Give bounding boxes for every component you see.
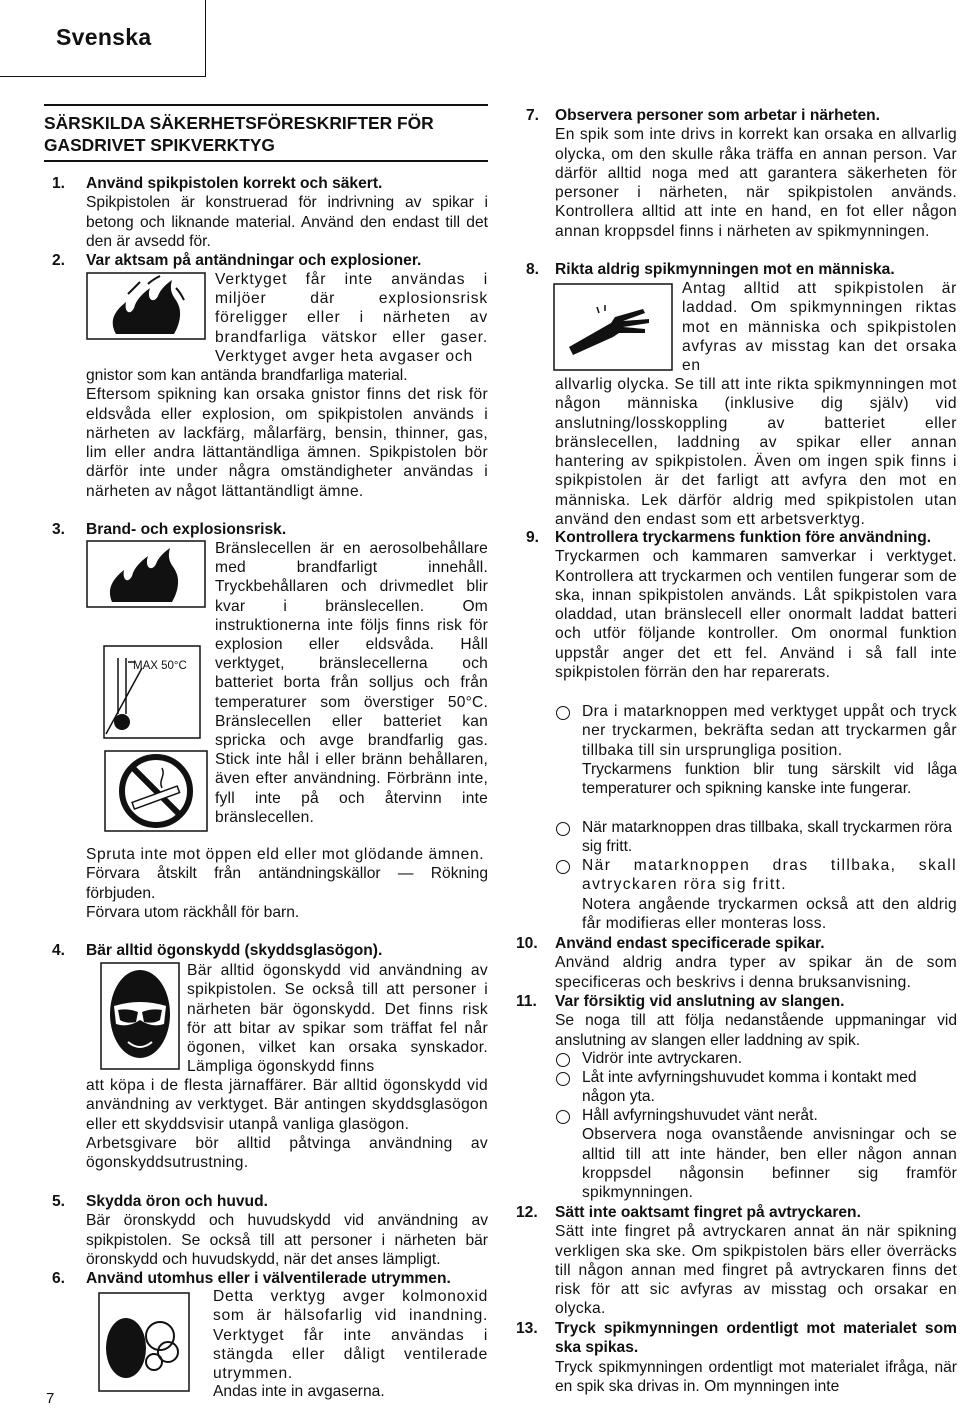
item-8-wrap-text: Antag alltid att spikpistolen är laddad. Om spikmynningen riktas mot en människa och spikpistolen avfyras av misstag kan det orsaka en: [682, 280, 957, 375]
item-12-number: 12.: [516, 1204, 538, 1221]
item-6-heading-wrap: [86, 1269, 488, 1288]
item-1-body: Spikpistolen är konstruerad för indrivning av spikar i betong och liknande material. Använd den endast till det den är avsedd för.: [86, 194, 488, 250]
item-5: [86, 1192, 488, 1269]
item-3-number: 3.: [52, 521, 66, 538]
item-9-bullet-3-note: Notera angående tryckarmen också att den aldrig får modifieras eller monteras loss.: [582, 895, 957, 932]
item-8-number: 8.: [526, 261, 540, 278]
language-label: Svenska: [56, 24, 152, 50]
flame-warning-icon: [86, 272, 206, 340]
item-11-bullet-1: Vidrör inte avtryckaren.: [582, 1050, 743, 1067]
item-4-wrap-text: Bär alltid ögonskydd vid användning av spikpistolen. Se också till att personer i närheten bär ögonskydd. Det finns risk för att bitar av spikar som träffat fel når ögonen, vilket kan orsaka synskador. Lämpliga ögonskydd finns: [187, 962, 488, 1076]
bullet-circle-icon: [556, 706, 570, 720]
item-4-body: [86, 1076, 488, 1172]
gas-inhalation-icon: [98, 1292, 190, 1392]
item-7-number: 7.: [526, 107, 540, 124]
item-9-bullet-1-note: Tryckarmens funktion blir tung särskilt vid låga temperaturer och spikning kanske inte fungerar.: [582, 760, 957, 798]
fire-icon: [86, 540, 206, 608]
item-4-cont: att köpa i de flesta järnaffärer. Bär alltid ögonskydd vid användning av verktyget. Bär antingen skyddsglasögon eller ett skyddsvisir utanpå vanliga glasögon.: [86, 1077, 488, 1133]
no-smoking-icon: [104, 750, 208, 832]
bullet-circle-icon: [556, 860, 570, 874]
item-12-body: Sätt inte fingret på avtryckaren annat än när spikning verkligen ska ske. Om spikpistolen bärs eller överräcks till någon annan med fingret på avtryckaren finns det risk för att sic avfyras av misstag och orsakar en olycka.: [555, 1223, 957, 1318]
item-10-number: 10.: [516, 935, 538, 952]
item-11-bullet-3-note: Observera noga ovanstående anvisningar och se alltid till att inte händer, ben eller någon annan kroppsdel någonsin befinner sig framför spikmynningen.: [582, 1126, 957, 1202]
item-9-bullet-1: [582, 702, 957, 798]
item-11-bullet-3: [582, 1106, 957, 1202]
item-7-heading: Observera personer som arbetar i närheten.: [555, 107, 881, 124]
item-2-number: 2.: [52, 252, 66, 269]
item-4-heading: Bär alltid ögonskydd (skyddsglasögon).: [86, 942, 383, 959]
item-3-wrap-text: Bränslecellen är en aerosolbehållare med brandfarligt innehåll. Tryckbehållaren och drivmedlet blir kvar i bränslecellen. Om instruktionerna inte följs finns risk för explosion eller eldsvåda. Håll verktyget, bränslecellerna och batteriet borta från solljus och från temperaturer som överstiger 50°C. Bränslecellen eller batteriet kan spricka och avge brandfarlig gas. Stick inte hål i eller bränn behållaren, även efter användning. Förbränn inte, fyll inte på och återvinn inte bränslecellen.: [215, 540, 488, 826]
item-9-body: Tryckarmen och kammaren samverkar i verktyget. Kontrollera att tryckarmen och ventilen fungerar som de ska, innan spikpistolen används. Låt spikpistolen vara oladdad, utan bränslecell eller onormalt laddat batteri och utför följande kontroller. Om onormal funktion uppstår anger det ett fel. Använd i så fall inte spikpistolen förrän den har reparerats.: [555, 548, 957, 682]
item-11-heading: Var försiktig vid anslutning av slangen.: [555, 993, 845, 1010]
item-3-body-2: Förvara åtskilt från antändningskällor — Rökning förbjuden.: [86, 865, 488, 902]
item-2-body: [86, 366, 488, 501]
bullet-circle-icon: [556, 1053, 570, 1067]
bullet-circle-icon: [556, 1110, 570, 1124]
item-11-number: 11.: [516, 993, 537, 1010]
page-title: SÄRSKILDA SÄKERHETSFÖRESKRIFTER FÖR GASDRIVET SPIKVERKTYG: [44, 113, 434, 155]
item-9-bullet-3: [582, 856, 957, 933]
item-2-heading-wrap: [86, 251, 488, 270]
max-temperature-label: MAX 50°C: [133, 660, 187, 672]
item-3-heading: Brand- och explosionsrisk.: [86, 521, 287, 538]
item-12: [555, 1203, 957, 1319]
item-11-bullet-3-text: Håll avfyrningshuvudet vänt neråt.: [582, 1107, 818, 1124]
item-3-body-1: Spruta inte mot öppen eld eller mot glödande ämnen.: [86, 846, 485, 863]
item-10: [555, 934, 957, 992]
item-4-number: 4.: [52, 942, 66, 959]
item-2-body-text: Eftersom spikning kan orsaka gnistor finns det risk för eldsvåda eller explosion, om spikpistolen används i närheten av lackfärg, målarfärg, bensin, thinner, gas, lim eller andra lättantändliga ämnen. Spikpistolen bör därför inte under några omständigheter användas i närheten av något lättantändligt ämne.: [86, 386, 488, 500]
item-13-heading: Tryck spikmynningen ordentligt mot materialet som ska spikas.: [555, 1320, 957, 1357]
item-2-heading: Var aktsam på antändningar och explosioner.: [86, 252, 422, 269]
item-8-heading: Rikta aldrig spikmynningen mot en människa.: [555, 261, 895, 278]
bullet-circle-icon: [556, 1072, 570, 1086]
item-6-heading: Använd utomhus eller i välventilerade utrymmen.: [86, 1270, 451, 1287]
item-9-bullet-2: När matarknoppen dras tillbaka, skall tryckarmen röra sig fritt.: [582, 819, 953, 856]
item-8-body: allvarlig olycka. Se till att inte rikta spikmynningen mot någon människa (inklusive dig själv) vid anslutning/losskoppling av batteriet eller bränslecellen, laddning av spikar eller annan hantering av spikpistolen. Även om ingen spik finns i spikpistolen är det farligt att avfyra den mot en människa. Lek därför aldrig med spikpistolen utan använd den endast som ett arbetsverktyg.: [555, 376, 957, 529]
item-9-number: 9.: [526, 529, 540, 546]
language-header: [0, 0, 206, 77]
item-5-body: Bär öronskydd och huvudskydd vid användning av spikpistolen. Se också till att personer i närheten bär öronskydd och huvudskydd, när det anses lämpligt.: [86, 1212, 488, 1268]
title-top-rule: [44, 104, 488, 106]
item-2-wrap-text: Verktyget får inte användas i miljöer där explosionsrisk föreligger eller i närheten av brandfarliga vätskor eller gaser. Verktyget avger heta avgaser och: [215, 271, 488, 365]
item-10-heading: Använd endast specificerade spikar.: [555, 935, 825, 952]
item-9: [555, 528, 957, 682]
bullet-circle-icon: [556, 822, 570, 836]
item-7: [555, 106, 957, 241]
item-1-number: 1.: [52, 175, 66, 192]
item-6-wrap-text-2: Andas inte in avgaserna.: [213, 1383, 385, 1400]
item-11: [555, 992, 957, 1050]
item-2-cont: gnistor som kan antända brandfarliga material.: [86, 367, 408, 384]
item-7-body: En spik som inte drivs in korrekt kan orsaka en allvarlig olycka, om den skulle råka träffa en annan person. Var därför alltid noga med att garantera säkerheten för personer i närheten, när spikpistolen används. Kontrollera alltid att inte en hand, en fot eller någon annan kroppsdel finns i närheten av spikmynningen.: [555, 126, 957, 240]
item-8-heading-wrap: [555, 260, 957, 279]
item-12-heading: Sätt inte oaktsamt fingret på avtryckaren.: [555, 1204, 861, 1221]
item-4-body-text: Arbetsgivare bör alltid påtvinga användning av ögonskyddsutrustning.: [86, 1134, 488, 1172]
item-11-bullet-2: Låt inte avfyrningshuvudet komma i kontakt med någon yta.: [582, 1069, 917, 1106]
no-pointing-at-person-icon: [553, 283, 673, 371]
item-4-heading-wrap: [86, 941, 488, 960]
item-9-bullet-1-text: Dra i matarknoppen med verktyget uppåt och tryck ner tryckarmen, bekräfta sedan att tryckarmen går tillbaka till sin ursprungliga position.: [582, 703, 957, 759]
item-9-heading: Kontrollera tryckarmens funktion före användning.: [555, 529, 932, 546]
item-6-wrap-text: Detta verktyg avger kolmonoxid som är hälsofarlig vid inandning. Verktyget får inte användas i stängda eller dåligt ventilerade utrymmen.: [213, 1288, 488, 1383]
item-5-heading: Skydda öron och huvud.: [86, 1193, 268, 1210]
item-13: [555, 1319, 957, 1396]
item-13-body: Tryck spikmynningen ordentligt mot materialet ifråga, när en spik ska drivas in. Om mynningen inte: [555, 1358, 957, 1395]
item-6-number: 6.: [52, 1270, 66, 1287]
title-bottom-rule: [44, 160, 488, 162]
item-3-body: [86, 845, 488, 922]
item-9-bullet-3-text: När matarknoppen dras tillbaka, skall avtryckaren röra sig fritt.: [582, 857, 957, 894]
item-1-heading: Använd spikpistolen korrekt och säkert.: [86, 175, 383, 192]
item-13-number: 13.: [516, 1320, 538, 1337]
item-3-body-3: Förvara utom räckhåll för barn.: [86, 903, 300, 921]
item-1: [86, 174, 488, 251]
page-number: 7: [46, 1390, 55, 1407]
eye-protection-icon: [100, 962, 180, 1070]
item-10-body: Använd aldrig andra typer av spikar än de som specificeras och beskrivs i denna bruksanvisning.: [555, 954, 957, 991]
item-11-body: Se noga till att följa nedanstående uppmaningar vid anslutning av slangen eller laddning av spik.: [555, 1012, 957, 1049]
item-5-number: 5.: [52, 1193, 66, 1210]
item-3-heading-wrap: [86, 520, 488, 539]
